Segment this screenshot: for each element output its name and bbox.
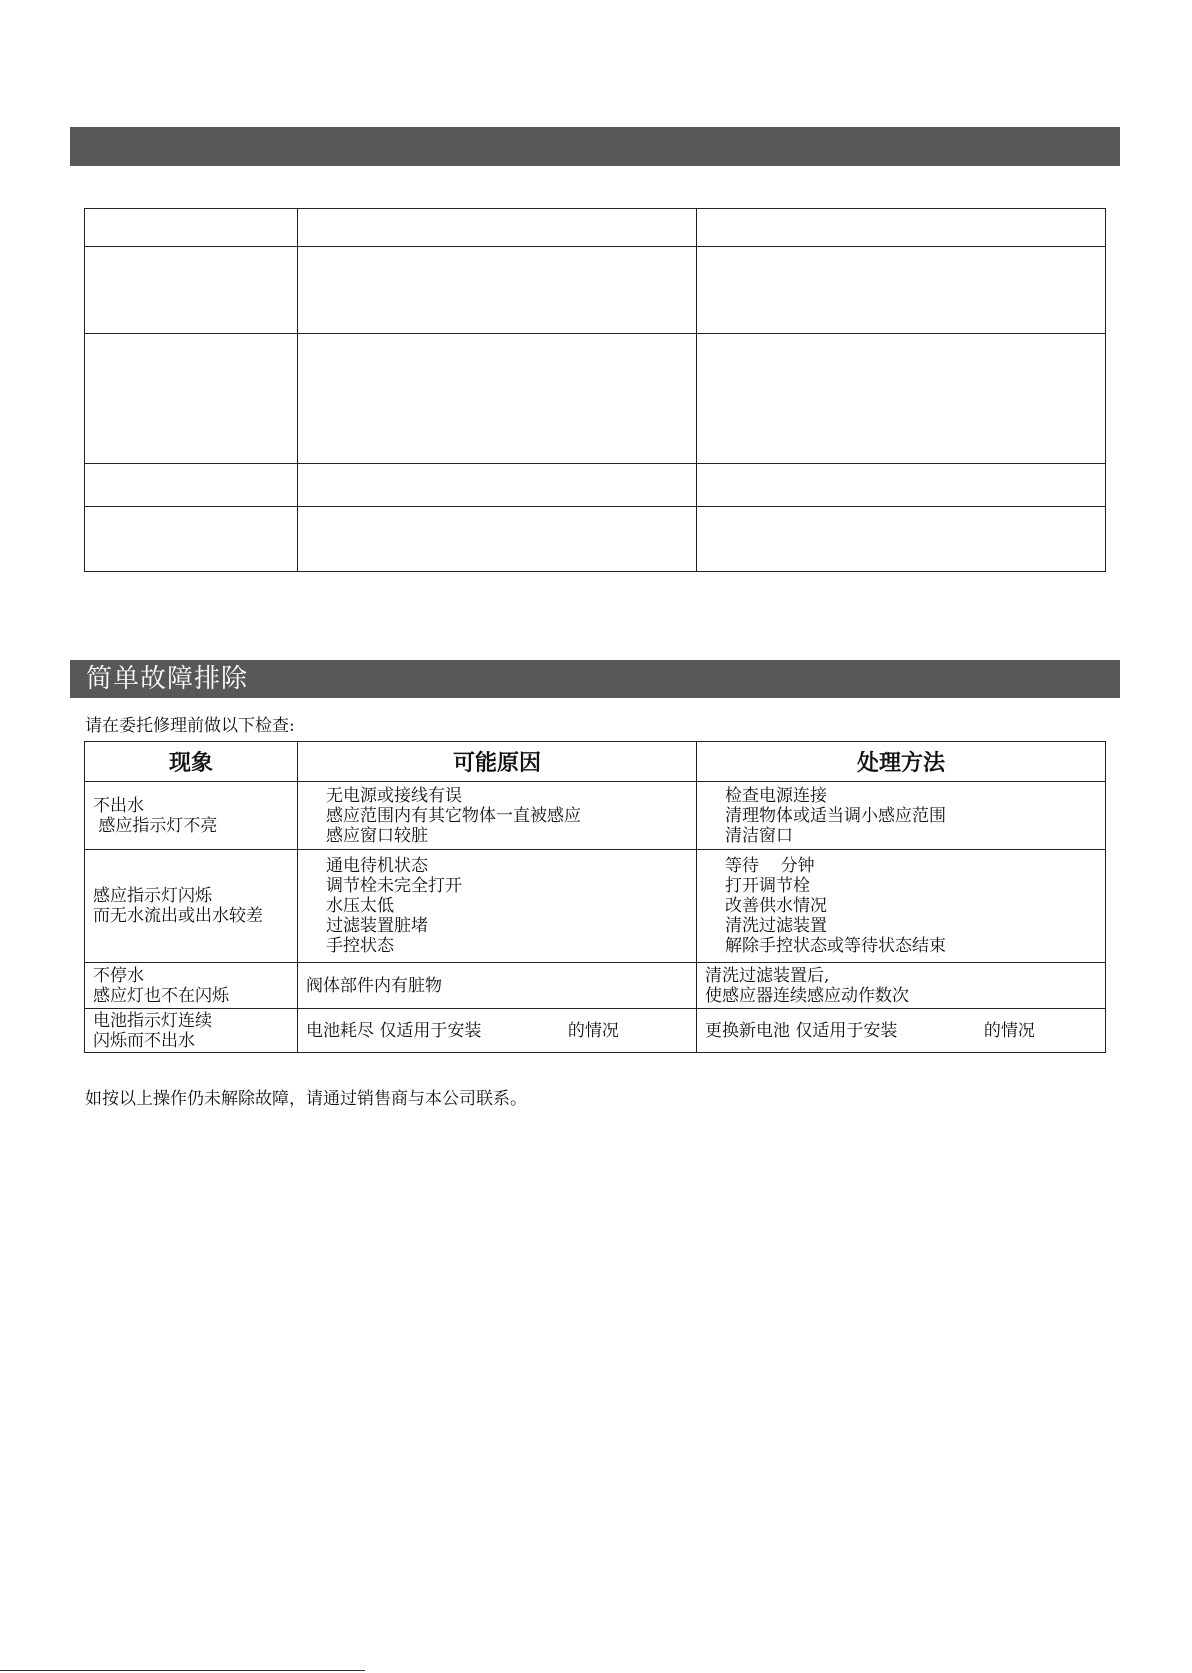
troubleshooting-table	[84, 741, 1106, 1053]
section-bar	[70, 660, 1120, 698]
table-row	[85, 1009, 1106, 1053]
section-bar-top	[70, 127, 1120, 166]
table-header-row	[85, 742, 1106, 782]
header-fix: 处理方法	[697, 742, 1106, 782]
cause-cell: 阀体部件内有脏物	[298, 963, 697, 1009]
fix-cell: 更换新电池 仅适用于安装 的情况	[697, 1009, 1106, 1053]
section-title: 简单故障排除	[86, 664, 249, 694]
header-cause: 可能原因	[298, 742, 697, 782]
footnote-rule	[0, 1670, 365, 1671]
intro-text: 请在委托修理前做以下检查:	[85, 716, 295, 736]
symptom-cell: 感应指示灯闪烁 而无水流出或出水较差	[85, 850, 298, 963]
empty-table	[84, 208, 1106, 572]
footer-note: 如按以上操作仍未解除故障，请通过销售商与本公司联系。	[85, 1089, 527, 1109]
fix-cell: 等待 分钟 打开调节栓 改善供水情况 清洗过滤装置 解除手控状态或等待状态结束	[697, 850, 1106, 963]
symptom-cell: 不停水 感应灯也不在闪烁	[85, 963, 298, 1009]
cause-cell: 电池耗尽 仅适用于安装 的情况	[298, 1009, 697, 1053]
table-row	[85, 963, 1106, 1009]
symptom-cell: 电池指示灯连续 闪烁而不出水	[85, 1009, 298, 1053]
table-row	[85, 850, 1106, 963]
header-symptom: 现象	[85, 742, 298, 782]
cause-cell: 无电源或接线有误 感应范围内有其它物体一直被感应 感应窗口较脏	[298, 782, 697, 850]
table-row	[85, 782, 1106, 850]
fix-cell: 清洗过滤装置后, 使感应器连续感应动作数次	[697, 963, 1106, 1009]
symptom-cell: 不出水 感应指示灯不亮	[85, 782, 298, 850]
fix-cell: 检查电源连接 清理物体或适当调小感应范围 清洁窗口	[697, 782, 1106, 850]
cause-cell: 通电待机状态 调节栓未完全打开 水压太低 过滤装置脏堵 手控状态	[298, 850, 697, 963]
